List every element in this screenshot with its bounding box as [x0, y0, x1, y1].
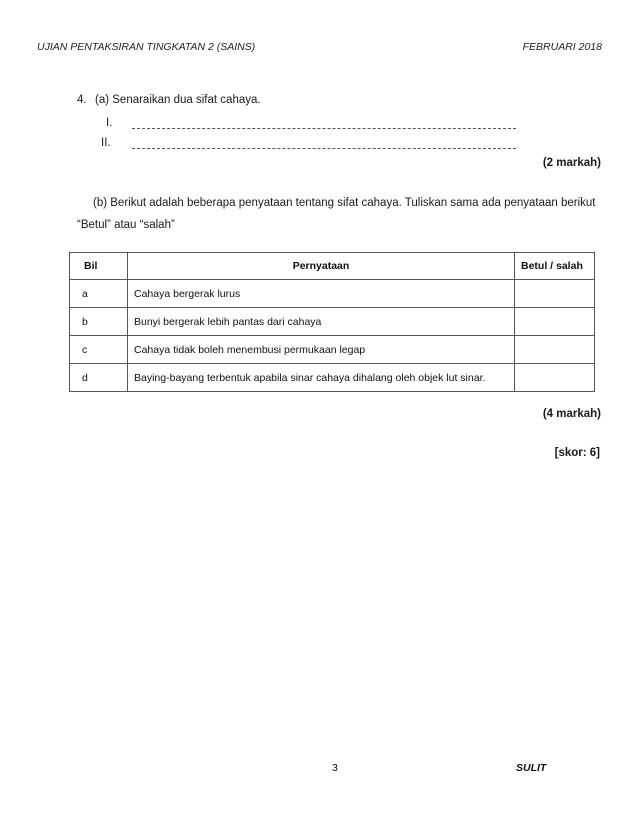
table-row: [70, 308, 595, 336]
row-bil: d: [70, 364, 128, 392]
answer-line-1[interactable]: [132, 128, 516, 129]
header-title: UJIAN PENTAKSIRAN TINGKATAN 2 (SAINS): [37, 41, 256, 53]
question-number: 4.: [77, 94, 87, 106]
row-statement: Cahaya bergerak lurus: [128, 280, 515, 308]
marks-part-a: (2 markah): [542, 157, 601, 169]
classification-label: SULIT: [516, 762, 547, 774]
question-part-a: (a) Senaraikan dua sifat cahaya.: [95, 94, 261, 106]
header-date: FEBRUARI 2018: [522, 41, 602, 53]
table-header-row: [70, 253, 595, 280]
row-answer-cell[interactable]: [515, 280, 595, 308]
answer-line-label-1: I.: [106, 117, 113, 129]
row-bil: b: [70, 308, 128, 336]
row-answer-cell[interactable]: [515, 336, 595, 364]
column-header-bil: Bil: [70, 253, 128, 280]
answer-line-label-2: II.: [101, 137, 111, 149]
row-answer-cell[interactable]: [515, 364, 595, 392]
row-statement: Baying-bayang terbentuk apabila sinar cahaya dihalang oleh objek lut sinar.: [128, 364, 515, 392]
column-header-betul-salah: Betul / salah: [515, 253, 595, 280]
table-row: [70, 280, 595, 308]
question-part-b-line2: “Betul” atau “salah”: [77, 219, 175, 231]
row-statement: Cahaya tidak boleh menembusi permukaan legap: [128, 336, 515, 364]
marks-part-b: (4 markah): [542, 408, 601, 420]
row-answer-cell[interactable]: [515, 308, 595, 336]
answer-line-2[interactable]: [132, 148, 516, 149]
question-part-b-line1: (b) Berikut adalah beberapa penyataan tentang sifat cahaya. Tuliskan sama ada penyataan berikut: [93, 197, 596, 209]
table-row: [70, 336, 595, 364]
row-bil: a: [70, 280, 128, 308]
row-statement: Bunyi bergerak lebih pantas dari cahaya: [128, 308, 515, 336]
statement-table: [69, 252, 595, 392]
page-number: 3: [332, 762, 338, 774]
column-header-pernyataan: Pernyataan: [128, 253, 515, 280]
table-row: [70, 364, 595, 392]
total-score: [skor: 6]: [554, 447, 600, 459]
row-bil: c: [70, 336, 128, 364]
